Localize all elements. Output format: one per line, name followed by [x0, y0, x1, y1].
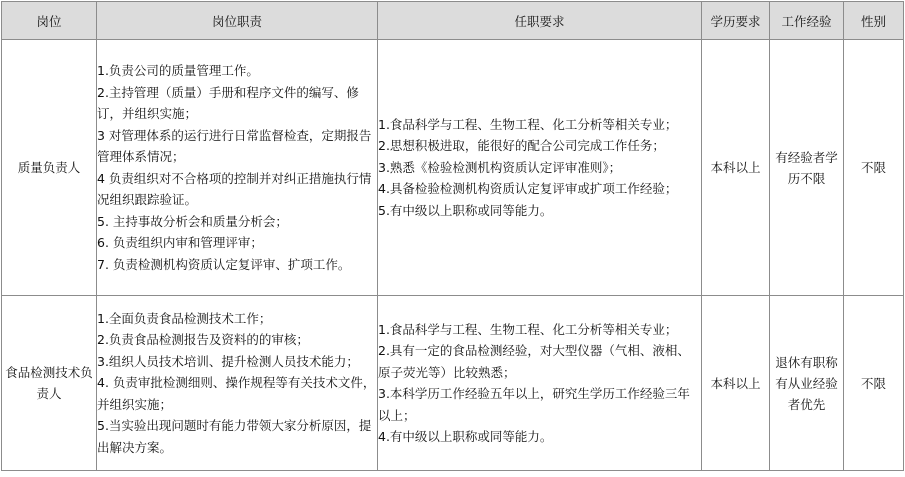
gender-cell: 不限 [844, 40, 904, 296]
duty-item: 1.负责公司的质量管理工作。 [97, 63, 259, 78]
requirement-item: 4.具备检验检测机构资质认定复评审或扩项工作经验； [378, 181, 678, 197]
duty-item: 1.全面负责食品检测技术工作； [97, 310, 272, 326]
position-cell: 食品检测技术负责人 [2, 296, 97, 471]
job-requirements-table [1, 1, 904, 471]
duties-cell [97, 40, 378, 296]
experience-cell: 退休有职称有从业经验者优先 [770, 296, 844, 471]
header-experience: 工作经验 [770, 2, 844, 40]
duty-item: 4. 负责审批检测细则、操作规程等有关技术文件，并组织实施； [97, 375, 376, 412]
header-duties: 岗位职责 [97, 2, 378, 40]
requirement-item: 4.有中级以上职称或同等能力。 [378, 429, 553, 444]
gender-cell: 不限 [844, 296, 904, 471]
education-cell: 本科以上 [702, 296, 770, 471]
duty-item: 2.主持管理（质量）手册和程序文件的编写、修订，并组织实施； [97, 84, 359, 121]
duty-item: 5.当实验出现问题时有能力带领大家分析原因，提出解决方案。 [97, 418, 372, 455]
header-education: 学历要求 [702, 2, 770, 40]
duty-item: 3 对管理体系的运行进行日常监督检查，定期报告管理体系情况； [97, 127, 372, 164]
requirements-cell [378, 40, 702, 296]
header-requirements: 任职要求 [378, 2, 702, 40]
requirement-item: 1.食品科学与工程、生物工程、化工分析等相关专业； [378, 116, 678, 132]
duty-item: 2.负责食品检测报告及资料的的审核； [97, 332, 309, 348]
table-row [2, 296, 904, 471]
requirement-item: 5.有中级以上职称或同等能力。 [378, 202, 553, 218]
header-row [2, 2, 904, 40]
duties-cell [97, 296, 378, 471]
duty-item: 7. 负责检测机构资质认定复评审、扩项工作。 [97, 256, 351, 272]
header-gender: 性别 [844, 2, 904, 40]
table-row [2, 40, 904, 296]
header-position: 岗位 [2, 2, 97, 40]
position-cell: 质量负责人 [2, 40, 97, 296]
requirement-item: 2.具有一定的食品检测经验，对大型仪器（气相、液相、原子荧光等）比较熟悉； [378, 343, 690, 380]
requirement-item: 1.食品科学与工程、生物工程、化工分析等相关专业； [378, 321, 678, 337]
requirements-cell [378, 296, 702, 471]
requirement-item: 3.本科学历工作经验五年以上，研究生学历工作经验三年以上； [378, 386, 690, 423]
requirement-item: 2.思想积极进取，能很好的配合公司完成工作任务； [378, 138, 665, 154]
duty-item: 5. 主持事故分析会和质量分析会； [97, 213, 288, 229]
education-cell: 本科以上 [702, 40, 770, 296]
duty-item: 4 负责组织对不合格项的控制并对纠正措施执行情况组织跟踪验证。 [97, 170, 372, 207]
requirement-item: 3.熟悉《检验检测机构资质认定评审准则》； [378, 159, 622, 175]
experience-cell: 有经验者学历不限 [770, 40, 844, 296]
duty-item: 6. 负责组织内审和管理评审； [97, 235, 263, 250]
duty-item: 3.组织人员技术培训、提升检测人员技术能力； [97, 353, 359, 369]
